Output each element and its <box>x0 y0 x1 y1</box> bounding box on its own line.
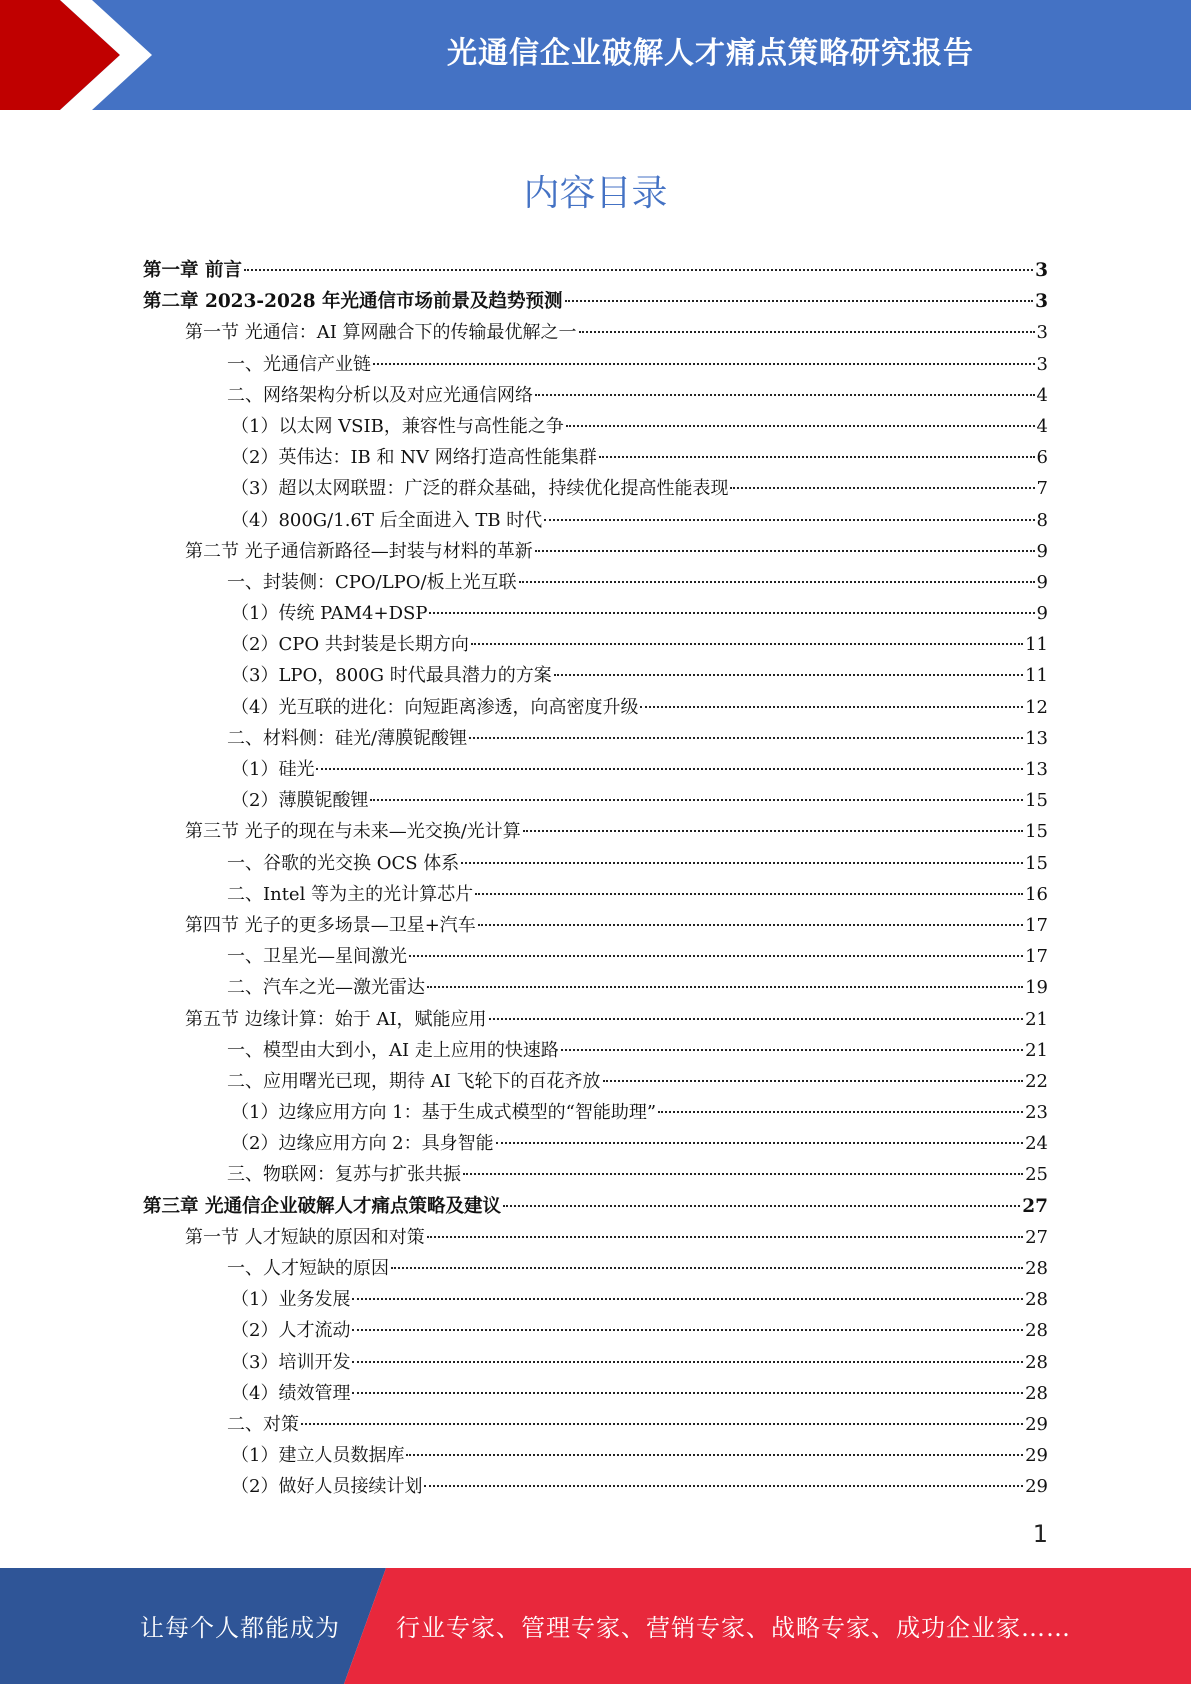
toc-dot-leader <box>561 1049 1023 1051</box>
toc-entry-title: 第五节 边缘计算：始于 AI，赋能应用 <box>185 1008 487 1030</box>
toc-entry-title: （1）硅光 <box>231 759 315 780</box>
toc-entry[interactable] <box>143 910 1048 941</box>
toc-entry-title: （2）薄膜铌酸锂 <box>231 790 369 812</box>
toc-dot-leader <box>535 394 1035 396</box>
toc-entry-title: 一、卫星光—星间激光 <box>227 946 407 968</box>
toc-entry-title: （2）做好人员接续计划 <box>231 1476 423 1498</box>
toc-list <box>143 255 1048 1503</box>
toc-entry-page: 28 <box>1025 1320 1048 1342</box>
toc-entry[interactable] <box>143 1097 1048 1128</box>
toc-entry-title: 一、模型由大到小，AI 走上应用的快速路 <box>227 1039 559 1061</box>
toc-entry-title: （4）绩效管理 <box>231 1382 351 1404</box>
toc-entry-title: （1）建立人员数据库 <box>231 1445 405 1467</box>
toc-heading: 内容目录 <box>523 173 668 214</box>
toc-entry[interactable] <box>143 1284 1048 1315</box>
toc-dot-leader <box>640 706 1023 708</box>
toc-entry[interactable] <box>143 505 1048 536</box>
toc-entry[interactable] <box>143 1315 1048 1346</box>
toc-entry-title: 二、应用曙光已现，期待 AI 飞轮下的百花齐放 <box>227 1070 601 1092</box>
toc-dot-leader <box>352 1392 1023 1394</box>
toc-dot-leader <box>316 768 1023 770</box>
toc-dot-leader <box>352 1361 1023 1363</box>
toc-dot-leader <box>424 1485 1023 1487</box>
toc-entry[interactable] <box>143 442 1048 473</box>
toc-entry-title: （3）超以太网联盟：广泛的群众基础，持续优化提高性能表现 <box>231 478 729 500</box>
toc-entry-page: 22 <box>1025 1070 1048 1092</box>
toc-entry[interactable] <box>143 255 1048 286</box>
toc-dot-leader <box>370 799 1023 801</box>
toc-entry-page: 8 <box>1036 509 1048 531</box>
toc-entry-title: 第一节 光通信：AI 算网融合下的传输最优解之一 <box>185 322 577 344</box>
toc-entry[interactable] <box>143 411 1048 442</box>
toc-entry[interactable] <box>143 1035 1048 1066</box>
report-title: 光通信企业破解人才痛点策略研究报告 <box>447 36 974 71</box>
toc-dot-leader <box>658 1111 1023 1113</box>
toc-entry[interactable] <box>143 598 1048 629</box>
toc-entry[interactable] <box>143 1471 1048 1502</box>
toc-entry[interactable] <box>143 286 1048 317</box>
toc-entry-page: 28 <box>1025 1351 1048 1373</box>
toc-entry-page: 11 <box>1025 634 1048 656</box>
toc-entry-title: （4）光互联的进化：向短距离渗透，向高密度升级 <box>231 696 639 718</box>
toc-entry[interactable] <box>143 1378 1048 1409</box>
toc-entry-title: 第二章 2023-2028 年光通信市场前景及趋势预测 <box>143 291 563 313</box>
toc-dot-leader <box>469 737 1023 739</box>
toc-dot-leader <box>565 300 1034 302</box>
toc-entry-title: 一、谷歌的光交换 OCS 体系 <box>227 852 460 874</box>
toc-dot-leader <box>566 425 1035 427</box>
toc-entry[interactable] <box>143 629 1048 660</box>
toc-entry-title: （4）800G/1.6T 后全面进入 TB 时代 <box>231 509 543 531</box>
page-number: 1 <box>1032 1520 1048 1548</box>
toc-entry-title: （1）边缘应用方向 1：基于生成式模型的“智能助理” <box>231 1102 657 1124</box>
toc-entry-page: 29 <box>1025 1445 1048 1467</box>
toc-entry-page: 3 <box>1035 260 1048 281</box>
toc-entry-page: 29 <box>1025 1413 1048 1435</box>
toc-entry-page: 12 <box>1025 696 1048 718</box>
toc-dot-leader <box>489 1018 1024 1020</box>
toc-entry[interactable] <box>143 848 1048 879</box>
footer-slogan-left: 让每个人都能成为 <box>140 1614 340 1642</box>
toc-dot-leader <box>301 1423 1023 1425</box>
toc-entry-page: 9 <box>1036 540 1048 562</box>
toc-dot-leader <box>523 830 1023 832</box>
toc-entry-page: 25 <box>1025 1164 1048 1186</box>
toc-entry[interactable] <box>143 660 1048 691</box>
toc-entry-page: 21 <box>1025 1008 1048 1030</box>
toc-dot-leader <box>427 986 1023 988</box>
toc-entry-page: 28 <box>1025 1258 1048 1279</box>
toc-dot-leader <box>352 1298 1023 1300</box>
toc-dot-leader <box>496 1142 1023 1144</box>
toc-entry-title: （3）LPO，800G 时代最具潜力的方案 <box>231 665 552 687</box>
toc-dot-leader <box>519 581 1035 583</box>
toc-entry-page: 15 <box>1025 821 1048 843</box>
toc-entry-page: 27 <box>1022 1195 1048 1217</box>
toc-entry-page: 15 <box>1025 790 1048 812</box>
toc-entry[interactable] <box>143 1159 1048 1190</box>
toc-dot-leader <box>373 363 1035 365</box>
toc-dot-leader <box>461 862 1023 864</box>
toc-entry-page: 16 <box>1025 883 1048 905</box>
toc-entry[interactable] <box>143 972 1048 1003</box>
toc-entry-page: 4 <box>1036 384 1048 406</box>
toc-entry-title: （2）CPO 共封装是长期方向 <box>231 634 469 656</box>
toc-dot-leader <box>427 1236 1023 1238</box>
toc-entry-page: 27 <box>1025 1226 1048 1248</box>
toc-dot-leader <box>429 612 1034 614</box>
toc-entry[interactable] <box>143 692 1048 723</box>
toc-dot-leader <box>409 955 1023 957</box>
toc-entry-title: 第一节 人才短缺的原因和对策 <box>185 1226 425 1248</box>
toc-entry[interactable] <box>143 1440 1048 1471</box>
toc-entry[interactable] <box>143 536 1048 567</box>
toc-entry-title: 二、网络架构分析以及对应光通信网络 <box>227 384 533 406</box>
toc-dot-leader <box>535 550 1035 552</box>
toc-entry[interactable] <box>143 1222 1048 1253</box>
toc-entry-title: 二、材料侧：硅光/薄膜铌酸锂 <box>227 727 468 749</box>
toc-entry-page: 6 <box>1036 447 1048 469</box>
toc-entry[interactable] <box>143 473 1048 504</box>
toc-entry[interactable] <box>143 941 1048 972</box>
toc-entry[interactable] <box>143 1409 1048 1440</box>
toc-entry-page: 19 <box>1025 977 1048 999</box>
toc-entry-title: 第三章 光通信企业破解人才痛点策略及建议 <box>143 1195 501 1217</box>
toc-entry-page: 17 <box>1025 946 1048 968</box>
toc-entry-page: 4 <box>1036 415 1048 437</box>
toc-entry-page: 11 <box>1025 665 1048 687</box>
toc-entry-title: 二、对策 <box>227 1413 299 1435</box>
toc-entry-page: 9 <box>1036 571 1048 593</box>
toc-entry[interactable] <box>143 1128 1048 1159</box>
toc-entry[interactable] <box>143 1253 1048 1284</box>
toc-entry[interactable] <box>143 380 1048 411</box>
toc-entry-page: 3 <box>1036 353 1048 375</box>
toc-entry-title: 一、封装侧：CPO/LPO/板上光互联 <box>227 571 517 593</box>
toc-entry-title: （2）英伟达：IB 和 NV 网络打造高性能集群 <box>231 447 597 469</box>
toc-dot-leader <box>352 1329 1023 1331</box>
footer-slogan-right: 行业专家、管理专家、营销专家、战略专家、成功企业家…… <box>396 1614 1071 1642</box>
toc-dot-leader <box>406 1454 1023 1456</box>
toc-entry[interactable] <box>143 1004 1048 1035</box>
toc-entry[interactable] <box>143 567 1048 598</box>
toc-entry-page: 3 <box>1035 291 1048 313</box>
toc-entry-page: 24 <box>1025 1133 1048 1155</box>
toc-entry-title: 第三节 光子的现在与未来—光交换/光计算 <box>185 821 521 843</box>
toc-dot-leader <box>544 519 1034 521</box>
toc-entry-title: 第四节 光子的更多场景—卫星+汽车 <box>185 914 476 936</box>
toc-entry[interactable] <box>143 1066 1048 1097</box>
toc-entry-title: 三、物联网：复苏与扩张共振 <box>227 1164 461 1186</box>
toc-dot-leader <box>554 674 1023 676</box>
toc-entry-page: 29 <box>1025 1476 1048 1498</box>
toc-dot-leader <box>599 456 1035 458</box>
toc-entry-title: （1）传统 PAM4+DSP <box>231 603 428 625</box>
toc-entry-title: 二、Intel 等为主的光计算芯片 <box>227 883 474 905</box>
toc-entry[interactable] <box>143 754 1048 785</box>
toc-entry-page: 28 <box>1025 1382 1048 1404</box>
footer-banner <box>0 1568 1191 1684</box>
toc-entry-page: 7 <box>1036 478 1048 500</box>
toc-dot-leader <box>244 269 1033 271</box>
toc-entry-title: （2）人才流动 <box>231 1320 351 1342</box>
toc-entry-title: 第二节 光子通信新路径—封装与材料的革新 <box>185 540 533 562</box>
toc-entry-page: 28 <box>1025 1289 1048 1311</box>
toc-dot-leader <box>730 487 1034 489</box>
toc-entry[interactable] <box>143 349 1048 380</box>
toc-entry-title: 一、人才短缺的原因 <box>227 1258 389 1279</box>
toc-dot-leader <box>475 893 1023 895</box>
toc-entry-page: 13 <box>1025 759 1048 780</box>
toc-dot-leader <box>579 331 1035 333</box>
toc-dot-leader <box>503 1205 1020 1207</box>
toc-entry-page: 13 <box>1025 727 1048 749</box>
toc-entry-title: （1）业务发展 <box>231 1289 351 1311</box>
toc-entry[interactable] <box>143 317 1048 348</box>
toc-dot-leader <box>471 643 1023 645</box>
toc-dot-leader <box>603 1080 1024 1082</box>
toc-entry-title: 第一章 前言 <box>143 260 242 281</box>
toc-entry[interactable] <box>143 723 1048 754</box>
toc-entry-page: 21 <box>1025 1039 1048 1061</box>
toc-entry-title: （1）以太网 VSIB，兼容性与高性能之争 <box>231 415 564 437</box>
toc-entry-page: 9 <box>1036 603 1048 625</box>
toc-entry-page: 23 <box>1025 1102 1048 1124</box>
toc-entry-title: 二、汽车之光—激光雷达 <box>227 977 425 999</box>
toc-entry[interactable] <box>143 785 1048 816</box>
toc-dot-leader <box>391 1267 1023 1269</box>
toc-entry-page: 3 <box>1036 322 1048 344</box>
toc-dot-leader <box>478 924 1023 926</box>
toc-entry-title: 一、光通信产业链 <box>227 353 371 375</box>
toc-entry[interactable] <box>143 879 1048 910</box>
toc-entry-page: 17 <box>1025 914 1048 936</box>
header-banner <box>0 0 1191 110</box>
toc-entry[interactable] <box>143 1347 1048 1378</box>
toc-entry[interactable] <box>143 816 1048 847</box>
toc-entry-title: （2）边缘应用方向 2：具身智能 <box>231 1133 494 1155</box>
toc-entry-page: 15 <box>1025 852 1048 874</box>
toc-entry-title: （3）培训开发 <box>231 1351 351 1373</box>
toc-entry[interactable] <box>143 1191 1048 1222</box>
toc-dot-leader <box>463 1173 1023 1175</box>
